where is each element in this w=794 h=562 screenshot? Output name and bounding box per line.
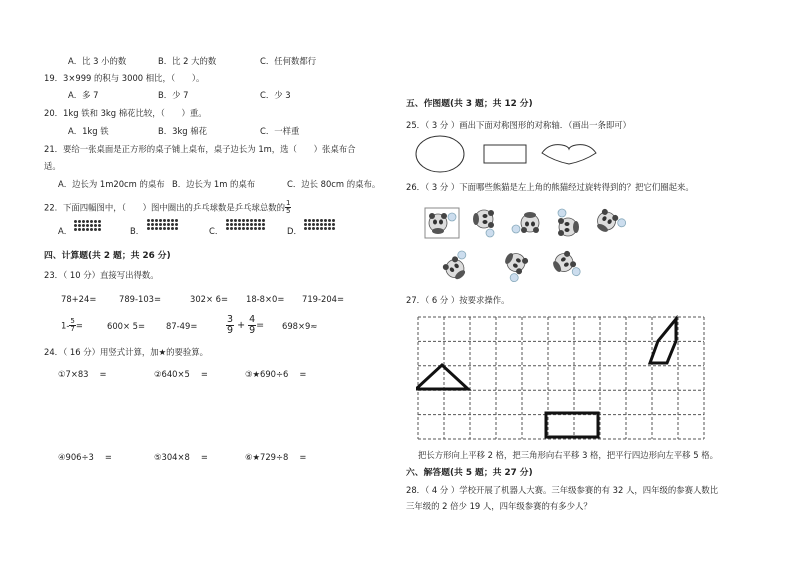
panda-picture	[466, 207, 502, 241]
q21-text-line2: 适。	[44, 161, 61, 171]
q21-option-a: A．边长为 1m20cm 的桌布	[58, 179, 165, 189]
ping-pong-ball	[320, 227, 323, 230]
ping-pong-ball	[155, 223, 158, 226]
ping-pong-ball	[167, 219, 170, 222]
q22-frac-num: 1	[285, 199, 291, 207]
ping-pong-ball	[254, 227, 257, 230]
ping-pong-ball	[90, 224, 93, 227]
panda-picture	[508, 207, 544, 241]
ping-pong-ball	[90, 228, 93, 231]
q23-item-10: 698×9≈	[282, 321, 318, 331]
ping-pong-ball	[304, 227, 307, 230]
q22-balls-c	[226, 219, 265, 230]
q23-item-6-den: 7	[70, 325, 75, 334]
ping-pong-ball	[159, 227, 162, 230]
ping-pong-ball	[308, 219, 311, 222]
ping-pong-ball	[320, 219, 323, 222]
ping-pong-ball	[258, 219, 261, 222]
q23-item-9-fraction-2	[248, 315, 256, 336]
q18-option-b: B．比 2 大的数	[158, 56, 217, 66]
q27-triangle-shape	[416, 365, 468, 389]
ping-pong-ball	[167, 227, 170, 230]
ping-pong-ball	[86, 220, 89, 223]
q19-text: 19．3×999 的积与 3000 相比，（ ）。	[44, 73, 205, 83]
ping-pong-ball	[86, 224, 89, 227]
section-5-title: 五、作图题(共 3 题；共 12 分)	[406, 99, 533, 109]
ping-pong-ball	[312, 223, 315, 226]
ping-pong-ball	[230, 223, 233, 226]
ping-pong-ball	[151, 223, 154, 226]
ping-pong-ball	[242, 219, 245, 222]
ping-pong-ball	[171, 219, 174, 222]
ping-pong-ball	[238, 223, 241, 226]
q22-balls-b	[147, 219, 178, 230]
ping-pong-ball	[304, 223, 307, 226]
ping-pong-ball	[312, 219, 315, 222]
q23-text: 23．（ 10 分）直接写出得数。	[44, 270, 159, 280]
ping-pong-ball	[155, 227, 158, 230]
ping-pong-ball	[82, 224, 85, 227]
q25-heart-shape	[542, 145, 596, 164]
q28-text-line1: 28．（ 4 分 ）学校开展了机器人大赛。三年级参赛的有 32 人，四年级的参赛人数比	[406, 485, 719, 495]
ping-pong-ball	[226, 223, 229, 226]
ping-pong-ball	[238, 227, 241, 230]
ping-pong-ball	[151, 227, 154, 230]
ping-pong-ball	[316, 227, 319, 230]
ping-pong-ball	[234, 223, 237, 226]
q28-text-line2: 三年级的 2 倍少 19 人，四年级参赛的有多少人？	[406, 501, 592, 511]
panda-picture	[424, 207, 460, 241]
q23-item-9-num-1: 3	[227, 314, 234, 325]
q27-text: 27．（ 6 分 ）按要求操作。	[406, 295, 510, 305]
q26-text: 26．（ 3 分 ）下面哪些熊猫是左上角的熊猫经过旋转得到的？把它们圈起来。	[406, 182, 694, 192]
ping-pong-ball	[155, 219, 158, 222]
q23-item-9-den-2: 9	[249, 324, 256, 336]
q18-option-a: A．比 3 小的数	[68, 56, 127, 66]
q24-item-1: ①7×83 =	[58, 369, 107, 379]
panda-picture	[548, 250, 584, 284]
ping-pong-ball	[250, 223, 253, 226]
ping-pong-ball	[246, 227, 249, 230]
q27-grid	[416, 315, 706, 441]
q23-item-6-num: 5	[70, 317, 75, 325]
ping-pong-ball	[324, 227, 327, 230]
panda-picture	[592, 207, 628, 241]
ping-pong-ball	[234, 219, 237, 222]
q21-text-line1: 21．要给一张桌面是正方形的桌子铺上桌布，桌子边长为 1m，选（ ）张桌布合	[44, 144, 356, 154]
ping-pong-ball	[171, 227, 174, 230]
q22-text-body: 22．下面四幅图中，（ ）图中圈出的乒乓球数是乒乓球总数的	[44, 202, 285, 213]
q22-option-c: C．	[209, 226, 224, 236]
ping-pong-ball	[78, 220, 81, 223]
q20-option-b: B．3kg 棉花	[158, 126, 208, 136]
ping-pong-ball	[74, 224, 77, 227]
q22-balls-d	[304, 219, 335, 230]
q22-option-d: D．	[287, 226, 302, 236]
q23-item-9-op: +	[237, 319, 246, 331]
ping-pong-ball	[308, 227, 311, 230]
q21-option-c: C．边长 80cm 的桌布。	[287, 179, 381, 189]
q23-item-5: 719-204=	[302, 294, 345, 304]
q23-item-6	[61, 318, 83, 334]
panda-picture	[496, 250, 532, 284]
q24-item-6: ⑥★729÷8 =	[245, 452, 307, 462]
q25-rectangle-shape	[484, 145, 526, 163]
ping-pong-ball	[226, 219, 229, 222]
q23-item-3: 302× 6=	[190, 294, 229, 304]
ping-pong-ball	[230, 227, 233, 230]
q25-shapes	[412, 135, 602, 177]
q27-instruction: 把长方形向上平移 2 格，把三角形向右平移 3 格，把平行四边形向左平移 5 格。	[418, 450, 718, 460]
ping-pong-ball	[332, 219, 335, 222]
q20-option-a: A．1kg 铁	[68, 126, 109, 136]
panda-picture	[440, 250, 476, 284]
q22-frac-den: 5	[285, 207, 291, 216]
ping-pong-ball	[320, 223, 323, 226]
ping-pong-ball	[328, 219, 331, 222]
q23-item-6-pre: 1-	[61, 320, 70, 331]
ping-pong-ball	[90, 220, 93, 223]
ping-pong-ball	[262, 227, 265, 230]
ping-pong-ball	[242, 227, 245, 230]
ping-pong-ball	[246, 223, 249, 226]
q23-item-9-fraction-1	[226, 315, 234, 336]
ping-pong-ball	[98, 228, 101, 231]
ping-pong-ball	[324, 223, 327, 226]
ping-pong-ball	[250, 219, 253, 222]
q25-circle-shape	[416, 136, 464, 172]
section-6-title: 六、解答题(共 5 题；共 27 分)	[406, 468, 533, 478]
ping-pong-ball	[328, 227, 331, 230]
q22-balls-a	[74, 220, 101, 231]
q22-fraction	[285, 200, 291, 216]
q24-item-4: ④906÷3 =	[58, 452, 112, 462]
ping-pong-ball	[316, 219, 319, 222]
ping-pong-ball	[175, 223, 178, 226]
ping-pong-ball	[159, 223, 162, 226]
q23-item-9-den-1: 9	[227, 324, 234, 336]
q22-option-b: B．	[130, 226, 145, 236]
ping-pong-ball	[82, 228, 85, 231]
ping-pong-ball	[163, 223, 166, 226]
ping-pong-ball	[159, 219, 162, 222]
q23-item-2: 789-103=	[119, 294, 162, 304]
q24-item-2: ②640×5 =	[154, 369, 208, 379]
q23-item-7: 600× 5=	[107, 321, 146, 331]
q19-option-a: A．多 7	[68, 90, 99, 100]
q24-text: 24．（ 16 分）用竖式计算，加★的要验算。	[44, 347, 208, 357]
ping-pong-ball	[258, 227, 261, 230]
ping-pong-ball	[262, 219, 265, 222]
q22-option-a: A．	[58, 226, 73, 236]
ping-pong-ball	[226, 227, 229, 230]
q20-option-c: C．一样重	[260, 126, 300, 136]
ping-pong-ball	[171, 223, 174, 226]
ping-pong-ball	[332, 227, 335, 230]
ping-pong-ball	[86, 228, 89, 231]
q24-item-5: ⑤304×8 =	[154, 452, 208, 462]
q25-text: 25．（ 3 分 ）画出下面对称图形的对称轴．（画出一条即可）	[406, 120, 631, 130]
ping-pong-ball	[242, 223, 245, 226]
ping-pong-ball	[74, 228, 77, 231]
ping-pong-ball	[312, 227, 315, 230]
ping-pong-ball	[167, 223, 170, 226]
ping-pong-ball	[262, 223, 265, 226]
ping-pong-ball	[74, 220, 77, 223]
ping-pong-ball	[98, 224, 101, 227]
ping-pong-ball	[308, 223, 311, 226]
panda-picture	[550, 207, 586, 241]
ping-pong-ball	[175, 227, 178, 230]
ping-pong-ball	[147, 223, 150, 226]
ping-pong-ball	[78, 228, 81, 231]
q18-option-c: C．任何数都行	[260, 56, 317, 66]
ping-pong-ball	[94, 228, 97, 231]
ping-pong-ball	[246, 219, 249, 222]
ping-pong-ball	[328, 223, 331, 226]
q23-item-4: 18-8×0=	[246, 294, 285, 304]
ping-pong-ball	[78, 224, 81, 227]
ping-pong-ball	[163, 219, 166, 222]
q27-rectangle-shape	[546, 413, 598, 437]
ping-pong-ball	[98, 220, 101, 223]
q20-text: 20．1kg 铁和 3kg 棉花比较，（ ）重。	[44, 108, 207, 118]
ping-pong-ball	[147, 219, 150, 222]
ping-pong-ball	[324, 219, 327, 222]
ping-pong-ball	[304, 219, 307, 222]
q23-item-9-num-2: 4	[249, 314, 256, 325]
q23-item-9-post: =	[256, 319, 265, 331]
ping-pong-ball	[147, 227, 150, 230]
ping-pong-ball	[94, 224, 97, 227]
q22-text	[44, 200, 291, 216]
ping-pong-ball	[230, 219, 233, 222]
q23-item-1: 78+24=	[61, 294, 97, 304]
q23-item-9	[226, 315, 264, 336]
ping-pong-ball	[254, 219, 257, 222]
ping-pong-ball	[238, 219, 241, 222]
ping-pong-ball	[254, 223, 257, 226]
q24-item-3: ③★690÷6 =	[245, 369, 307, 379]
ping-pong-ball	[175, 219, 178, 222]
ping-pong-ball	[332, 223, 335, 226]
q23-item-6-post: =	[75, 320, 83, 331]
q19-option-b: B．少 7	[158, 90, 189, 100]
q23-item-8: 87-49=	[166, 321, 198, 331]
ping-pong-ball	[163, 227, 166, 230]
ping-pong-ball	[151, 219, 154, 222]
ping-pong-ball	[82, 220, 85, 223]
ping-pong-ball	[316, 223, 319, 226]
q19-option-c: C．少 3	[260, 90, 291, 100]
ping-pong-ball	[250, 227, 253, 230]
section-4-title: 四、计算题(共 2 题；共 26 分)	[44, 251, 171, 261]
ping-pong-ball	[258, 223, 261, 226]
ping-pong-ball	[94, 220, 97, 223]
q21-option-b: B．边长为 1m 的桌布	[172, 179, 256, 189]
ping-pong-ball	[234, 227, 237, 230]
